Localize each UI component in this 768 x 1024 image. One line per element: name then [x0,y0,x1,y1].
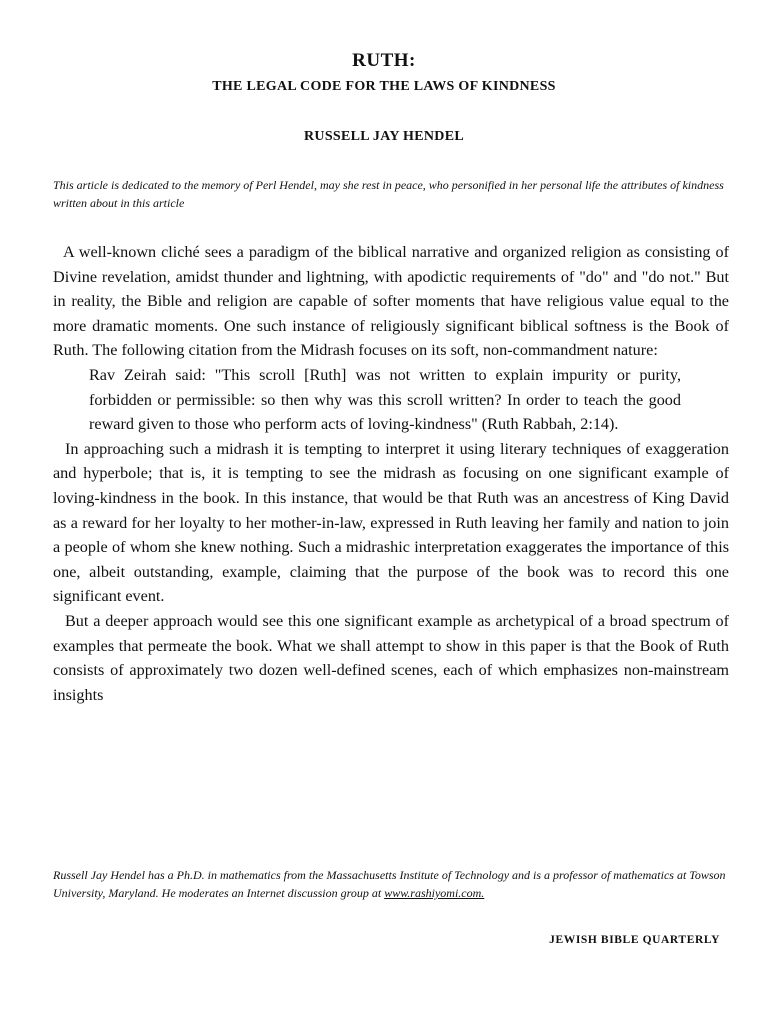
article-subtitle: THE LEGAL CODE FOR THE LAWS OF KINDNESS [212,79,556,94]
author-bio [53,866,729,902]
author-bio-text: Russell Jay Hendel has a Ph.D. in mathematics from the Massachusetts Institute of Technology and is a professor of mathematics at Towson University, Maryland. He moderates an Internet discussion group at [53,868,726,900]
paragraph-3: But a deeper approach would see this one significant example as archetypical of a broad spectrum of examples that permeate the book. What we shall attempt to show in this paper is that the Book of Ruth consists of approximately two dozen well-defined scenes, each of which emphasizes non-mainstream insights [53,611,729,704]
paragraph-2: In approaching such a midrash it is tempting to interpret it using literary techniques of exaggeration and hyperbole; that is, it is tempting to see the midrash as focusing on one significant example of loving-kindness in the book. In this instance, that would be that Ruth was an ancestress of King David as a reward for her loyalty to her mother-in-law, expressed in Ruth leaving her family and nation to join a people of whom she knew nothing. Such a midrashic interpretation exaggerates the importance of this one, albeit outstanding, example, claiming that the purpose of the book was to record this one significant event. [53,439,729,606]
article-title: RUTH: [352,50,416,71]
paragraph-1: A well-known cliché sees a paradigm of the biblical narrative and organized religion as consisting of Divine revelation, amidst thunder and lightning, with apodictic requirements of "do" and "do not." But in reality, the Bible and religion are capable of softer moments that have religious value equal to the more dramatic moments. One such instance of religiously significant biblical softness is the Book of Ruth. The following citation from the Midrash focuses on its soft, non-commandment nature: [53,243,729,360]
journal-name: JEWISH BIBLE QUARTERLY [549,934,720,946]
article-author: RUSSELL JAY HENDEL [304,129,464,144]
midrash-quote: Rav Zeirah said: "This scroll [Ruth] was not written to explain impurity or purity, forbidden or permissible: so then why was this scroll written? In order to teach the good reward given to those who perform acts of loving-kindness" (Ruth Rabbah, 2:14). [89,365,681,434]
website-link[interactable]: www.rashiyomi.com. [384,886,485,900]
article-body [53,240,729,707]
dedication: This article is dedicated to the memory of Perl Hendel, may she rest in peace, who personified in her personal life the attributes of kindness written about in this article [53,178,724,210]
